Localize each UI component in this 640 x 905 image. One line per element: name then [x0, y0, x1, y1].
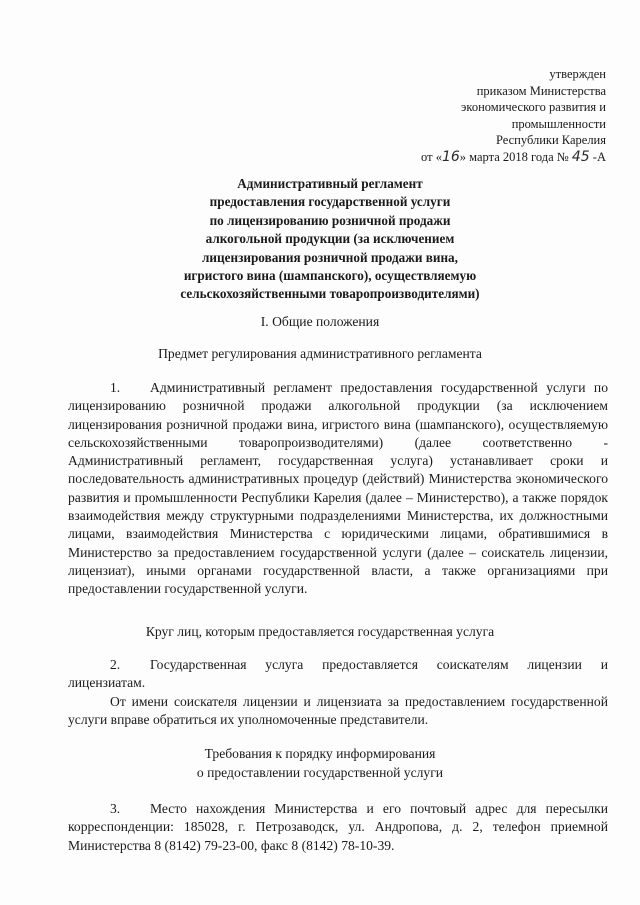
title-line: по лицензированию розничной продажи	[209, 212, 451, 228]
requirements-line-2: о предоставлении государственной услуги	[196, 765, 444, 780]
title-line: игристого вина (шампанского), осуществляемую	[183, 268, 477, 284]
paragraph-1-number: 1.	[110, 380, 121, 395]
order-prefix: от «	[421, 149, 442, 164]
approval-stamp	[306, 66, 606, 166]
order-suffix: -А	[592, 149, 606, 164]
approval-line-ministry: экономического развития и	[461, 100, 606, 115]
approval-line-republic: Республики Карелия	[495, 133, 606, 148]
title-line: сельскохозяйственными товаропроизводителями)	[180, 286, 480, 302]
approval-line-order: приказом Министерства	[476, 83, 606, 98]
order-number-handwritten: 45	[571, 148, 590, 165]
paragraph-1	[68, 379, 608, 599]
title-line: алкогольной продукции (за исключением	[205, 231, 455, 247]
paragraph-3	[68, 800, 608, 855]
order-middle: » марта 2018 года №	[459, 149, 569, 164]
approval-line-industry: промышленности	[511, 116, 606, 131]
subject-heading: Предмет регулирования административного регламента	[158, 346, 482, 361]
title-line: лицензирования розничной продажи вина,	[202, 249, 458, 265]
order-day-handwritten: 16	[441, 148, 460, 165]
approval-line-approved: утвержден	[549, 67, 606, 81]
document-title	[110, 175, 550, 304]
paragraph-2-text: Государственная услуга предоставляется соискателям лицензии и лицензиатам.	[68, 657, 608, 691]
section-general-provisions: I. Общие положения	[260, 314, 380, 329]
circle-heading: Круг лиц, которым предоставляется государственная услуга	[145, 624, 495, 639]
paragraph-1-text: Административный регламент предоставления государственной услуги по лицензированию розничной продажи алкогольной продукции (за исключением лицензирования розничной продажи вина, игристого вина (шампанского), осуществляемую сельскохозяйственными товаропроизводителями) (далее соответственно - Административный регламент, государственная услуга) устанавливает сроки и последовательность административных процедур (действий) Министерства экономического развития и промышленности Республики Карелия (далее – Министерство), а также порядок взаимодействия между структурными подразделениями Министерства, их должностными лицами, взаимодействия Министерства с юридическими лицами, обратившимися в Министерство за предоставлением государственной услуги (далее – соискатель лицензии, лицензиат), иными органами государственной власти, а также организациями при предоставлении государственной услуги.	[68, 380, 608, 597]
paragraph-2-number: 2.	[110, 657, 121, 672]
requirements-line-1: Требования к порядку информирования	[204, 746, 436, 761]
order-date-line	[306, 149, 606, 166]
paragraph-3-text: Место нахождения Министерства и его почтовый адрес для пересылки корреспонденции: 185028, г. Петрозаводск, ул. Андропова, д. 2, телефон приемной Министерства 8 (8142) 79-23-00, факс 8 (8142) 78-10-39.	[68, 801, 608, 853]
requirements-heading	[0, 744, 640, 782]
title-line: предоставления государственной услуги	[209, 194, 451, 210]
paragraph-2-continuation: От имени соискателя лицензии и лицензиата за предоставлением государственной услуги вправе обратиться их уполномоченные представители.	[68, 693, 608, 727]
paragraph-2	[68, 656, 608, 729]
title-line: Административный регламент	[237, 176, 423, 191]
paragraph-3-number: 3.	[110, 801, 121, 816]
